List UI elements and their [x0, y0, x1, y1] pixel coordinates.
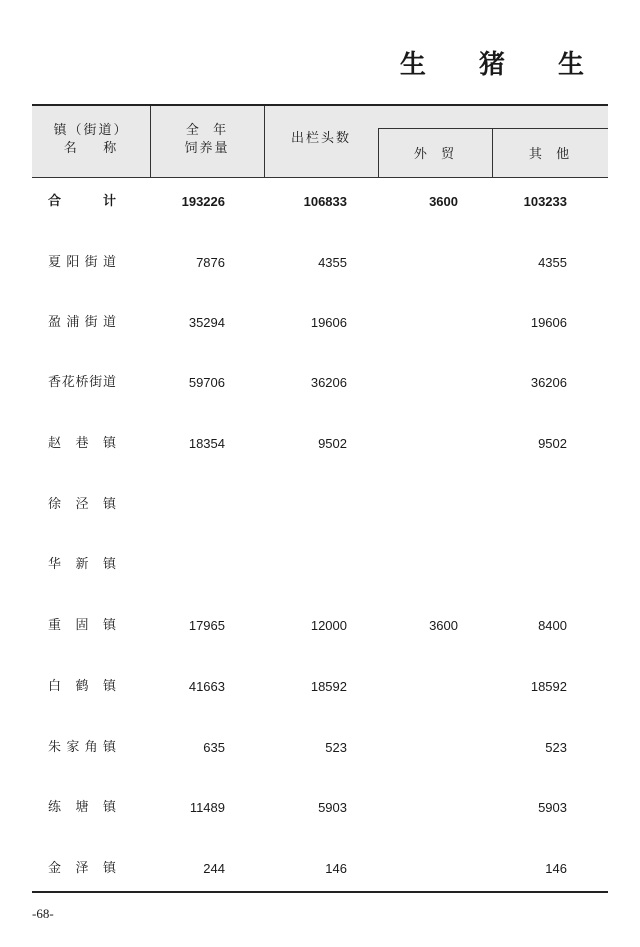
table-row	[32, 313, 608, 333]
row-other: 146	[545, 861, 567, 876]
row-other: 523	[545, 740, 567, 755]
table-row	[32, 495, 608, 515]
row-name: 金泽镇	[48, 861, 116, 876]
row-slaughter: 19606	[310, 315, 347, 330]
header-bottom-rule	[32, 177, 608, 178]
row-other: 9502	[538, 436, 567, 451]
row-other: 19606	[530, 315, 567, 330]
row-other: 4355	[538, 255, 567, 270]
table-row	[32, 373, 608, 393]
row-name: 徐泾镇	[48, 497, 116, 512]
row-name: 朱家角镇	[48, 740, 116, 755]
row-slaughter: 36206	[310, 375, 347, 390]
row-name: 赵巷镇	[48, 436, 116, 451]
table-row	[32, 738, 608, 758]
table-row	[32, 555, 608, 575]
row-foreign: 3600	[429, 194, 458, 209]
row-foreign: 3600	[429, 618, 458, 633]
row-name: 盈浦街道	[48, 315, 116, 330]
table-row	[32, 434, 608, 454]
table-row	[32, 677, 608, 697]
table-row	[32, 859, 608, 879]
header-annual-line1: 全 年	[185, 123, 229, 138]
table-row	[32, 798, 608, 818]
row-slaughter: 523	[325, 740, 347, 755]
row-name: 合计	[48, 194, 116, 209]
row-annual: 17965	[188, 618, 225, 633]
row-annual: 41663	[188, 679, 225, 694]
row-other: 18592	[530, 679, 567, 694]
row-annual: 59706	[188, 375, 225, 390]
row-slaughter: 5903	[318, 800, 347, 815]
header-subdivider	[378, 128, 608, 129]
row-annual: 635	[203, 740, 225, 755]
table-bottom-rule	[32, 891, 608, 893]
header-slaughter: 出栏头数	[290, 131, 351, 146]
row-slaughter: 106833	[303, 194, 347, 209]
header-annual	[150, 122, 264, 158]
page-title: 生 猪 生	[399, 50, 606, 80]
header-other: 其 他	[528, 147, 572, 162]
table-header	[32, 106, 608, 178]
header-town-line2: 名 称	[63, 141, 119, 156]
row-annual: 11489	[189, 800, 225, 815]
header-town-line1: 镇（街道）	[53, 123, 129, 138]
row-annual: 35294	[188, 315, 225, 330]
row-name: 重固镇	[48, 618, 116, 633]
row-name: 白鹤镇	[48, 679, 116, 694]
row-other: 8400	[538, 618, 567, 633]
row-annual: 18354	[188, 436, 225, 451]
row-other: 5903	[538, 800, 567, 815]
row-slaughter: 18592	[310, 679, 347, 694]
row-slaughter: 4355	[318, 255, 347, 270]
row-name: 华新镇	[48, 557, 116, 572]
row-name: 练塘镇	[48, 800, 116, 815]
row-annual: 244	[203, 861, 225, 876]
page-number: -68-	[32, 906, 54, 921]
header-foreign-trade: 外 贸	[413, 147, 457, 162]
row-annual: 7876	[196, 255, 225, 270]
row-name: 香花桥街道	[48, 375, 116, 390]
table-row	[32, 253, 608, 273]
row-slaughter: 9502	[318, 436, 347, 451]
row-slaughter: 146	[325, 861, 347, 876]
row-slaughter: 12000	[310, 618, 347, 633]
table-row	[32, 616, 608, 636]
row-name: 夏阳街道	[48, 255, 116, 270]
table-row-total	[32, 192, 608, 212]
row-other: 36206	[530, 375, 567, 390]
row-other: 103233	[523, 194, 567, 209]
header-annual-line2: 饲养量	[184, 141, 230, 156]
row-annual: 193226	[181, 194, 225, 209]
header-town	[32, 122, 150, 158]
